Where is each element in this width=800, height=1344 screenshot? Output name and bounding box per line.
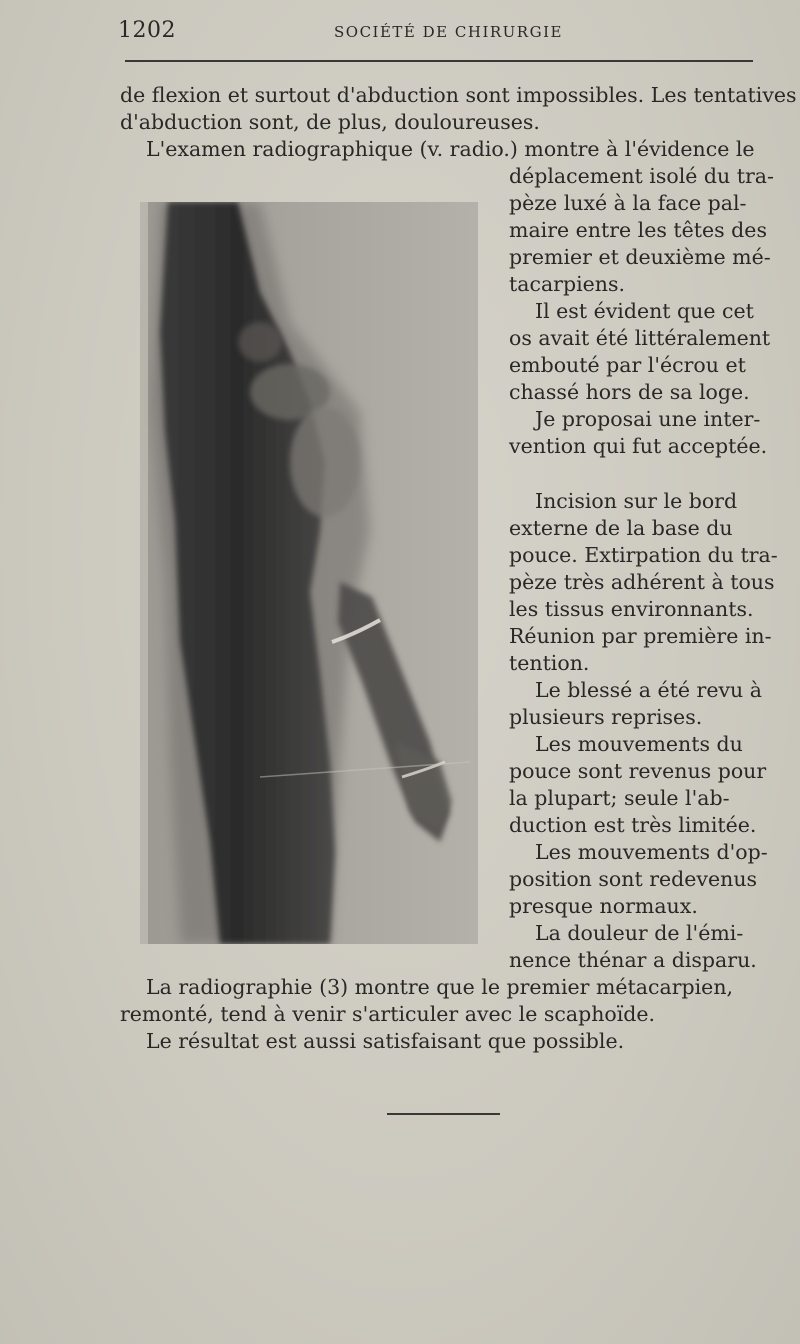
text-line: tention. (509, 651, 590, 675)
text-line: La radiographie (3) montre que le premier métacarpien, (146, 975, 734, 999)
text-line: la plupart; seule l'ab- (509, 786, 730, 810)
text-line: Il est évident que cet (535, 299, 754, 323)
text-line: embouté par l'écrou et (509, 353, 746, 377)
text-line: duction est très limitée. (509, 813, 757, 837)
text-line: pouce sont revenus pour (509, 759, 767, 783)
page-number: 1202 (118, 18, 176, 43)
text-line: La douleur de l'émi- (535, 921, 744, 945)
text-line: chassé hors de sa loge. (509, 380, 750, 404)
text-line: plusieurs reprises. (509, 705, 703, 729)
text-line: pèze très adhérent à tous (509, 570, 775, 594)
xray-hand-image (140, 202, 478, 944)
page-header (118, 18, 758, 48)
text-line: Le blessé a été revu à (535, 678, 762, 702)
text-line: Le résultat est aussi satisfaisant que possible. (146, 1029, 625, 1053)
text-line: Réunion par première in- (509, 624, 772, 648)
text-line: tacarpiens. (509, 272, 626, 296)
text-line: maire entre les têtes des (509, 218, 767, 242)
header-rule (125, 60, 753, 62)
text-line: L'examen radiographique (v. radio.) montre à l'évidence le (146, 137, 755, 161)
text-line: nence thénar a disparu. (509, 948, 757, 972)
text-line: de flexion et surtout d'abduction sont impossibles. Les tentatives (120, 83, 797, 107)
text-line: pouce. Extirpation du tra- (509, 543, 778, 567)
text-line: déplacement isolé du tra- (509, 164, 774, 188)
end-rule (387, 1113, 500, 1115)
text-line: d'abduction sont, de plus, douloureuses. (120, 110, 540, 134)
text-line: externe de la base du (509, 516, 733, 540)
text-line: presque normaux. (509, 894, 698, 918)
text-line: Incision sur le bord (535, 489, 738, 513)
text-line: premier et deuxième mé- (509, 245, 771, 269)
text-line: les tissus environnants. (509, 597, 754, 621)
text-line: os avait été littéralement (509, 326, 771, 350)
running-head: SOCIÉTÉ DE CHIRURGIE (334, 23, 563, 41)
text-line: Les mouvements du (535, 732, 743, 756)
text-line: position sont redevenus (509, 867, 758, 891)
text-line: vention qui fut acceptée. (509, 434, 768, 458)
text-line: Les mouvements d'op- (535, 840, 768, 864)
text-line: Je proposai une inter- (535, 407, 761, 431)
text-line: remonté, tend à venir s'articuler avec le scaphoïde. (120, 1002, 656, 1026)
text-line: pèze luxé à la face pal- (509, 191, 747, 215)
